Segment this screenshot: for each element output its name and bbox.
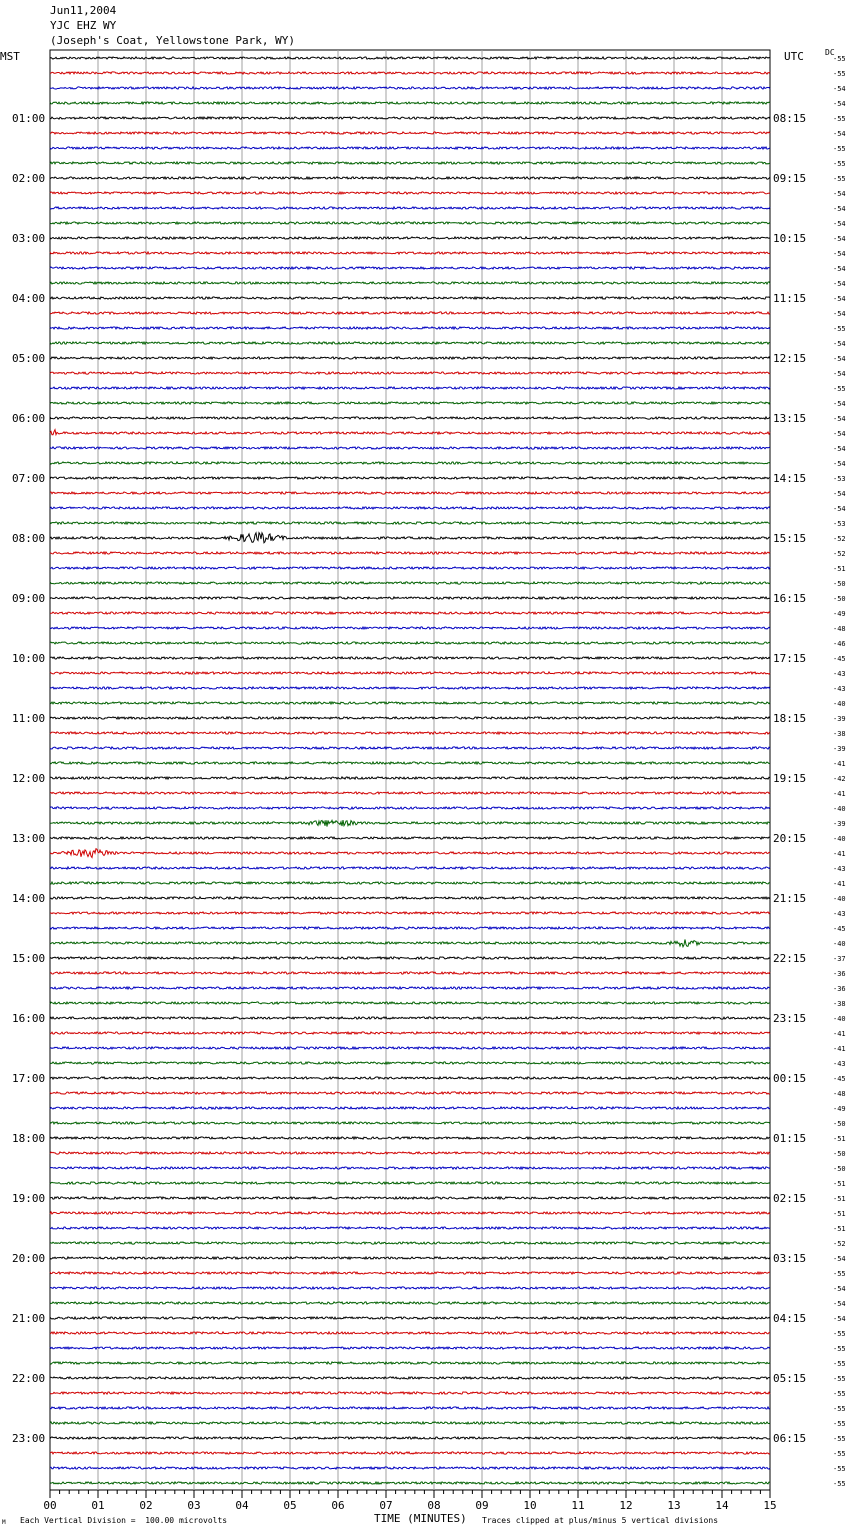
utc-hour-label: 14:15 [773,472,807,485]
dc-offset-label: -52 [833,550,846,558]
dc-offset-label: -54 [833,130,846,138]
dc-offset-label: -55 [833,1390,846,1398]
x-tick-label: 03 [187,1499,201,1512]
trace-line [50,897,770,899]
trace-line [50,957,770,959]
utc-hour-label: 11:15 [773,292,807,305]
dc-offset-label: -41 [833,760,846,768]
dc-offset-label: -55 [833,1360,846,1368]
mst-hour-label: 11:00 [12,712,46,725]
dc-offset-label: -55 [833,1345,846,1353]
trace-line [50,1002,770,1004]
dc-offset-label: -38 [833,730,846,738]
dc-offset-label: -41 [833,1030,846,1038]
trace-line [50,1407,770,1409]
trace-line [50,777,770,779]
dc-offset-label: -40 [833,895,846,903]
dc-offset-label: -55 [833,1480,846,1488]
dc-offset-label: -39 [833,820,846,828]
dc-offset-label: -45 [833,655,846,663]
trace-line [50,882,770,884]
trace-line [50,1437,770,1439]
dc-offset-label: -54 [833,220,846,228]
trace-line [50,222,770,224]
trace-line [50,252,770,254]
dc-offset-label: -55 [833,1270,846,1278]
dc-offset-label: -43 [833,910,846,918]
dc-offset-label: -54 [833,190,846,198]
trace-line [50,267,770,269]
trace-line [50,402,770,404]
mst-hour-label: 19:00 [12,1192,46,1205]
dc-offset-label: -54 [833,280,846,288]
trace-line [50,117,770,119]
x-tick-label: 05 [283,1499,297,1512]
mst-hour-label: 03:00 [12,232,46,245]
dc-offset-label: -48 [833,1090,846,1098]
trace-line [50,297,770,299]
utc-hour-label: 20:15 [773,832,807,845]
utc-hour-label: 04:15 [773,1312,807,1325]
dc-offset-label: -40 [833,835,846,843]
dc-offset-label: -40 [833,805,846,813]
dc-offset-label: -40 [833,940,846,948]
mst-hour-label: 10:00 [12,652,46,665]
mst-hour-label: 01:00 [12,112,46,125]
mst-hour-label: 12:00 [12,772,46,785]
trace-line [50,87,770,89]
dc-offset-label: -51 [833,565,846,573]
mst-hour-label: 16:00 [12,1012,46,1025]
trace-line [50,372,770,374]
utc-hour-label: 05:15 [773,1372,807,1385]
trace-line [50,1152,770,1154]
dc-offset-label: -54 [833,460,846,468]
dc-offset-label: -36 [833,970,846,978]
dc-offset-label: -54 [833,295,846,303]
dc-offset-label: -50 [833,1150,846,1158]
x-tick-label: 04 [235,1499,249,1512]
dc-offset-label: -50 [833,580,846,588]
utc-hour-label: 17:15 [773,652,807,665]
dc-offset-label: -55 [833,1465,846,1473]
mst-hour-label: 21:00 [12,1312,46,1325]
dc-offset-label: -55 [833,160,846,168]
dc-offset-label: -46 [833,640,846,648]
dc-offset-label: -54 [833,445,846,453]
utc-hour-label: 21:15 [773,892,807,905]
trace-line [50,1077,770,1079]
trace-line [50,732,770,734]
dc-offset-label: -54 [833,370,846,378]
trace-line [50,642,770,644]
trace-line [50,1347,770,1349]
trace-line [50,533,770,543]
dc-offset-label: -53 [833,475,846,483]
utc-hour-label: 01:15 [773,1132,807,1145]
trace-line [50,1392,770,1394]
utc-hour-label: 19:15 [773,772,807,785]
mst-hour-label: 15:00 [12,952,46,965]
dc-offset-label: -54 [833,400,846,408]
clip-note: Traces clipped at plus/minus 5 vertical divisions [482,1516,719,1525]
utc-hour-label: 12:15 [773,352,807,365]
trace-line [50,1032,770,1034]
trace-line [50,582,770,584]
x-tick-label: 15 [763,1499,777,1512]
trace-line [50,792,770,794]
trace-line [50,1452,770,1454]
trace-line [50,612,770,614]
mst-hour-label: 07:00 [12,472,46,485]
x-tick-label: 07 [379,1499,393,1512]
dc-offset-label: -55 [833,145,846,153]
trace-line [50,462,770,464]
trace-line [50,477,770,479]
mst-hour-label: 20:00 [12,1252,46,1265]
dc-offset-label: -55 [833,115,846,123]
dc-offset-label: -39 [833,745,846,753]
utc-hour-label: 03:15 [773,1252,807,1265]
trace-line [50,849,770,858]
dc-offset-label: -55 [833,1405,846,1413]
trace-line [50,1377,770,1379]
trace-line [50,1482,770,1484]
dc-offset-label: -54 [833,1255,846,1263]
trace-line [50,207,770,209]
dc-offset-label: -54 [833,1300,846,1308]
trace-line [50,820,770,826]
dc-offset-label: -54 [833,1285,846,1293]
dc-offset-label: -41 [833,1045,846,1053]
trace-line [50,1062,770,1064]
x-tick-label: 09 [475,1499,489,1512]
trace-line [50,177,770,179]
dc-offset-label: -55 [833,325,846,333]
dc-offset-label: -45 [833,1075,846,1083]
mst-hour-label: 13:00 [12,832,46,845]
x-tick-label: 14 [715,1499,729,1512]
trace-line [50,102,770,104]
dc-offset-label: -41 [833,790,846,798]
trace-line [50,940,770,947]
trace-line [50,132,770,134]
trace-line [50,762,770,764]
x-tick-label: 12 [619,1499,633,1512]
trace-line [50,1332,770,1334]
trace-line [50,237,770,239]
utc-hour-label: 18:15 [773,712,807,725]
trace-line [50,567,770,569]
dc-offset-label: -41 [833,850,846,858]
dc-offset-label: -50 [833,595,846,603]
utc-hour-label: 13:15 [773,412,807,425]
dc-offset-label: -55 [833,385,846,393]
dc-offset-label: -43 [833,670,846,678]
dc-offset-label: -37 [833,955,846,963]
dc-offset-label: -55 [833,175,846,183]
trace-line [50,430,770,435]
mst-hour-label: 18:00 [12,1132,46,1145]
trace-line [50,1167,770,1169]
dc-offset-label: -54 [833,265,846,273]
mst-hour-label: 09:00 [12,592,46,605]
dc-offset-label: -51 [833,1180,846,1188]
mst-hour-label: 22:00 [12,1372,46,1385]
trace-line [50,1047,770,1049]
x-tick-label: 00 [43,1499,57,1512]
trace-line [50,1242,770,1244]
trace-line [50,282,770,284]
utc-hour-label: 16:15 [773,592,807,605]
dc-offset-label: -51 [833,1210,846,1218]
dc-offset-label: -54 [833,100,846,108]
chart-date: Jun11,2004 [50,4,117,17]
dc-offset-label: -54 [833,490,846,498]
trace-line [50,1107,770,1109]
dc-offset-label: -42 [833,775,846,783]
trace-line [50,327,770,329]
x-tick-label: 11 [571,1499,585,1512]
dc-offset-label: -51 [833,1225,846,1233]
mst-hour-label: 08:00 [12,532,46,545]
utc-hour-label: 23:15 [773,1012,807,1025]
trace-line [50,1422,770,1424]
dc-offset-label: -52 [833,1240,846,1248]
x-tick-label: 13 [667,1499,681,1512]
left-axis-title: MST [0,50,20,63]
trace-line [50,522,770,524]
dc-offset-label: -55 [833,1375,846,1383]
trace-line [50,357,770,359]
trace-line [50,1092,770,1094]
trace-line [50,1317,770,1319]
trace-line [50,1287,770,1289]
trace-line [50,1212,770,1214]
dc-offset-label: -54 [833,205,846,213]
dc-offset-label: -40 [833,1015,846,1023]
dc-offset-label: -54 [833,310,846,318]
utc-hour-label: 09:15 [773,172,807,185]
trace-line [50,702,770,704]
trace-line [50,57,770,59]
trace-line [50,807,770,809]
dc-offset-label: -55 [833,55,846,63]
dc-offset-label: -54 [833,1315,846,1323]
dc-offset-label: -50 [833,1165,846,1173]
trace-line [50,387,770,389]
trace-line [50,147,770,149]
trace-line [50,717,770,719]
right-axis-title: UTC [784,50,804,63]
x-axis-label: TIME (MINUTES) [374,1512,467,1525]
x-tick-label: 06 [331,1499,345,1512]
dc-offset-label: -43 [833,865,846,873]
trace-line [50,162,770,164]
utc-hour-label: 00:15 [773,1072,807,1085]
dc-offset-label: -53 [833,520,846,528]
trace-line [50,927,770,929]
trace-line [50,342,770,344]
trace-line [50,1197,770,1199]
trace-line [50,1182,770,1184]
chart-title: YJC EHZ WY [50,19,117,32]
dc-offset-label: -38 [833,1000,846,1008]
mst-hour-label: 02:00 [12,172,46,185]
dc-offset-label: -55 [833,1435,846,1443]
trace-line [50,417,770,419]
dc-offset-label: -43 [833,685,846,693]
trace-line [50,987,770,989]
trace-line [50,657,770,659]
trace-line [50,1227,770,1229]
trace-line [50,72,770,74]
trace-line [50,1122,770,1124]
mst-hour-label: 06:00 [12,412,46,425]
dc-offset-label: -50 [833,1120,846,1128]
utc-hour-label: 15:15 [773,532,807,545]
dc-offset-label: -51 [833,1135,846,1143]
trace-line [50,747,770,749]
dc-offset-label: -39 [833,715,846,723]
utc-hour-label: 06:15 [773,1432,807,1445]
chart-subtitle: (Joseph's Coat, Yellowstone Park, WY) [50,34,296,47]
trace-line [50,1272,770,1274]
x-tick-label: 10 [523,1499,537,1512]
dc-offset-label: -43 [833,1060,846,1068]
trace-line [50,912,770,914]
scale-note: Each Vertical Division = 100.00 microvolts [20,1516,228,1525]
trace-line [50,192,770,194]
trace-line [50,1017,770,1019]
utc-hour-label: 10:15 [773,232,807,245]
mst-hour-label: 17:00 [12,1072,46,1085]
trace-line [50,867,770,869]
dc-offset-label: -54 [833,430,846,438]
x-tick-label: 01 [91,1499,105,1512]
dc-label: DC [825,48,835,57]
trace-line [50,1467,770,1469]
trace-line [50,507,770,509]
trace-line [50,492,770,494]
trace-line [50,597,770,599]
dc-offset-label: -48 [833,625,846,633]
trace-line [50,312,770,314]
trace-line [50,972,770,974]
dc-offset-label: -36 [833,985,846,993]
trace-line [50,837,770,839]
dc-offset-label: -55 [833,1450,846,1458]
x-tick-label: 08 [427,1499,441,1512]
utc-hour-label: 22:15 [773,952,807,965]
trace-line [50,447,770,449]
trace-line [50,627,770,629]
dc-offset-label: -54 [833,235,846,243]
dc-offset-label: -41 [833,880,846,888]
dc-offset-label: -54 [833,250,846,258]
trace-line [50,1257,770,1259]
trace-line [50,552,770,554]
dc-offset-label: -54 [833,340,846,348]
mst-hour-label: 14:00 [12,892,46,905]
utc-hour-label: 08:15 [773,112,807,125]
dc-offset-label: -51 [833,1195,846,1203]
x-tick-label: 02 [139,1499,153,1512]
corner-mark: M [2,1519,6,1526]
trace-line [50,1302,770,1304]
trace-line [50,687,770,689]
mst-hour-label: 05:00 [12,352,46,365]
trace-line [50,672,770,674]
dc-offset-label: -54 [833,415,846,423]
utc-hour-label: 02:15 [773,1192,807,1205]
mst-hour-label: 04:00 [12,292,46,305]
dc-offset-label: -49 [833,610,846,618]
dc-offset-label: -54 [833,355,846,363]
trace-line [50,1137,770,1139]
trace-line [50,1362,770,1364]
dc-offset-label: -55 [833,1420,846,1428]
dc-offset-label: -55 [833,1330,846,1338]
dc-offset-label: -52 [833,535,846,543]
dc-offset-label: -54 [833,505,846,513]
dc-offset-label: -49 [833,1105,846,1113]
dc-offset-label: -45 [833,925,846,933]
dc-offset-label: -55 [833,70,846,78]
mst-hour-label: 23:00 [12,1432,46,1445]
dc-offset-label: -54 [833,85,846,93]
dc-offset-label: -40 [833,700,846,708]
